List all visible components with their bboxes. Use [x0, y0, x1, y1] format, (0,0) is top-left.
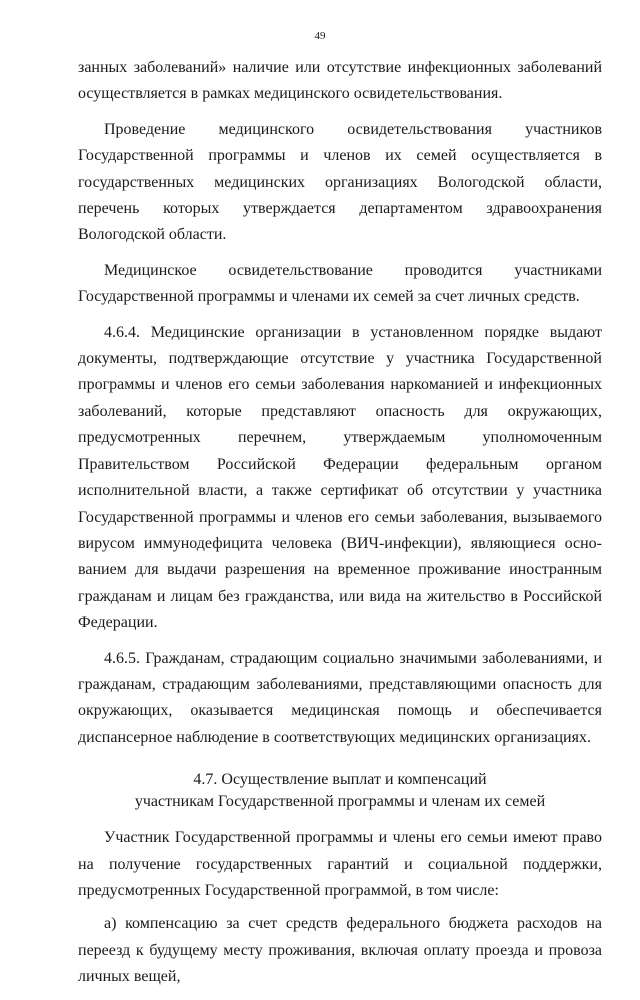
paragraph-continuation: занных заболеваний» наличие или отсутствие инфекционных заболеваний осуществляется в рамках медицинского освидетельствования.: [78, 59, 602, 103]
document-body: [78, 55, 602, 1000]
paragraph-item-a: а) компенсацию за счет средств федерального бюджета расходов на переезд к будущему месту проживания, включая оплату проезда и провоза личных вещей,: [78, 915, 602, 986]
paragraph-4-6-4: 4.6.4. Медицинские организации в установленном порядке выдают документы, подтверждающие отсутствие у участника Государственной программы и членов его семьи заболевания наркоманией и инфекционных заболеваний, которые представляют опасность для окружающих, предусмотренных перечнем, утверждаемым уполномоченным Правительством Российской Федерации федеральным органом исполнительной власти, а также сертификат об отсутствии у участника Государственной программы и членов его семьи заболевания, вызываемого вирусом иммунодефицита человека (ВИЧ-инфекции), являющиеся основанием для выдачи разрешения на временное проживание иностранным гражданам и лицам без гражданства, или вида на жительство в Российской Федерации.: [78, 323, 602, 632]
section-heading-4-7: [78, 769, 602, 813]
paragraph-4-6-5: 4.6.5. Гражданам, страдающим социально значимыми заболеваниями, и гражданам, страдающим заболеваниями, представляющими опасность для окружающих, оказывается медицинская помощь и обеспечивается диспансерное наблюдение в соответствующих медицинских организациях.: [78, 649, 602, 746]
section-heading-line-1: 4.7. Осуществление выплат и компенсаций: [193, 771, 487, 789]
page-number: 49: [314, 30, 326, 42]
paragraph-medical-examination-organizations: Проведение медицинского освидетельствования участников Государственной программы и членов их семей осуществляется в государственных медицинских организациях Вологодской области, перечень которых утверждается департаментом здравоохранения Вологодской области.: [78, 120, 602, 244]
paragraph-guarantees: Участник Государственной программы и члены его семьи имеют право на получение государственных гарантий и социальной поддержки, предусмотренных Государственной программой, в том числе:: [78, 829, 602, 899]
section-heading-line-2: участникам Государственной программы и членам их семей: [134, 793, 546, 811]
paragraph-medical-examination-costs: Медицинское освидетельствование проводится участниками Государственной программы и членами их семей за счет личных средств.: [78, 261, 602, 306]
